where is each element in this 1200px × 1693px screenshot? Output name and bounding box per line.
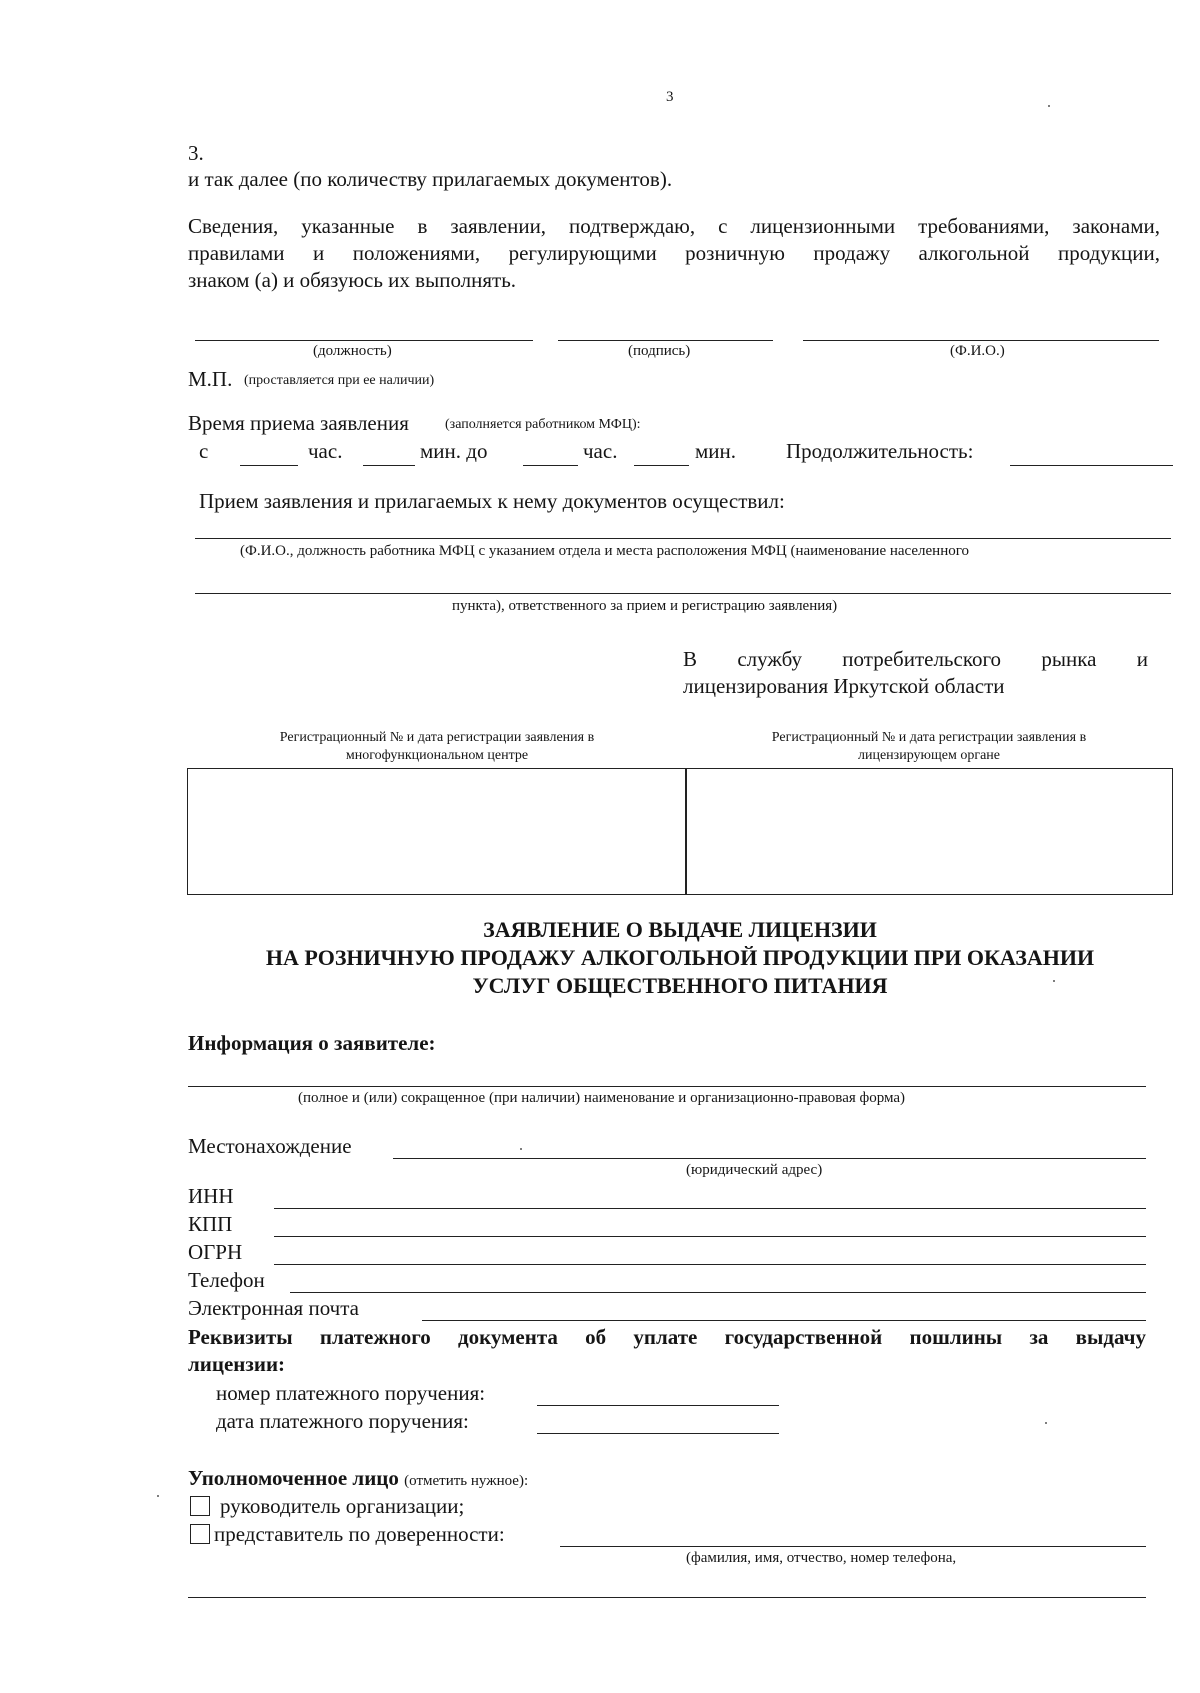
hours-label-2: час.	[583, 439, 618, 463]
position-caption: (должность)	[313, 343, 392, 359]
scan-speck	[520, 1148, 522, 1150]
title-line-3: УСЛУГ ОБЩЕСТВЕННОГО ПИТАНИЯ	[472, 973, 888, 998]
title-line-2: НА РОЗНИЧНУЮ ПРОДАЖУ АЛКОГОЛЬНОЙ ПРОДУКЦИИ ПРИ ОКАЗАНИИ	[265, 945, 1095, 970]
minutes-from-field[interactable]	[363, 465, 415, 466]
registration-mfc-caption	[188, 729, 686, 765]
location-label: Местонахождение	[188, 1134, 352, 1158]
accepted-by-caption-1: (Ф.И.О., должность работника МФЦ с указанием отдела и места расположения МФЦ (наименование населенного	[240, 543, 970, 559]
inn-field[interactable]	[274, 1208, 1146, 1209]
signature-caption: (подпись)	[628, 343, 691, 359]
stamp-note: (проставляется при ее наличии)	[244, 373, 435, 388]
accepted-by-line-1[interactable]	[195, 538, 1171, 539]
scan-speck	[157, 1495, 159, 1497]
duration-label: Продолжительность:	[786, 439, 974, 463]
payment-heading-line-2: лицензии:	[188, 1352, 286, 1376]
fio-caption: (Ф.И.О.)	[950, 343, 1005, 359]
accepted-by-caption-2: пункта), ответственного за прием и регистрацию заявления)	[452, 598, 838, 614]
minutes-label-2: мин.	[695, 439, 737, 463]
option-head-label: руководитель организации;	[220, 1494, 465, 1518]
scan-speck	[1045, 1422, 1047, 1424]
applicant-heading: Информация о заявителе:	[188, 1031, 436, 1055]
ogrn-field[interactable]	[274, 1264, 1146, 1265]
list-continuation: и так далее (по количеству прилагаемых документов).	[188, 167, 673, 191]
authorized-heading	[188, 1465, 528, 1494]
registration-licensing-box[interactable]	[685, 768, 1173, 895]
inn-label: ИНН	[188, 1184, 234, 1208]
addressee-line-1: В службу потребительского рынка и	[683, 647, 1148, 671]
order-number-field[interactable]	[537, 1405, 779, 1406]
confirmation-line-3: знаком (а) и обязуюсь их выполнять.	[188, 268, 517, 292]
fio-line[interactable]	[803, 340, 1159, 341]
confirmation-line-2: правилами и положениями, регулирующими розничную продажу алкогольной продукции,	[188, 241, 1160, 265]
minutes-to-label: мин. до	[420, 439, 488, 463]
registration-mfc-caption-2: многофункциональном центре	[345, 748, 529, 763]
proxy-continuation-field[interactable]	[188, 1597, 1146, 1598]
document-title	[160, 916, 1200, 1000]
accepted-by-label: Прием заявления и прилагаемых к нему документов осуществил:	[199, 489, 785, 513]
applicant-name-caption: (полное и (или) сокращенное (при наличии) наименование и организационно-правовая форма)	[298, 1090, 906, 1106]
payment-heading-line-1: Реквизиты платежного документа об уплате государственной пошлины за выдачу	[188, 1325, 1146, 1349]
ogrn-label: ОГРН	[188, 1240, 243, 1264]
order-date-label: дата платежного поручения:	[216, 1409, 469, 1433]
kpp-label: КПП	[188, 1212, 233, 1236]
signature-line[interactable]	[558, 340, 773, 341]
location-field[interactable]	[393, 1158, 1146, 1159]
scan-speck	[1048, 105, 1050, 107]
email-label: Электронная почта	[188, 1296, 359, 1320]
registration-licensing-caption	[686, 729, 1172, 765]
registration-mfc-box[interactable]	[187, 768, 687, 895]
authorized-heading-text: Уполномоченное лицо	[188, 1466, 399, 1490]
kpp-field[interactable]	[274, 1236, 1146, 1237]
hours-from-field[interactable]	[240, 465, 298, 466]
checkbox-head[interactable]	[190, 1496, 210, 1516]
registration-licensing-caption-2: лицензирующем органе	[858, 748, 1000, 763]
location-caption: (юридический адрес)	[686, 1162, 823, 1178]
time-from-label: с	[199, 439, 209, 463]
registration-licensing-caption-1: Регистрационный № и дата регистрации заявления в	[771, 730, 1087, 745]
addressee-line-2: лицензирования Иркутской области	[683, 674, 1005, 698]
proxy-field[interactable]	[560, 1546, 1146, 1547]
reception-time-label: Время приема заявления	[188, 411, 409, 435]
phone-field[interactable]	[290, 1292, 1146, 1293]
hours-to-field[interactable]	[523, 465, 578, 466]
minutes-to-field[interactable]	[634, 465, 689, 466]
order-date-field[interactable]	[537, 1433, 779, 1434]
proxy-caption: (фамилия, имя, отчество, номер телефона,	[686, 1550, 957, 1566]
list-item-3: 3.	[188, 141, 204, 165]
page-number: 3	[666, 89, 674, 105]
title-line-1: ЗАЯВЛЕНИЕ О ВЫДАЧЕ ЛИЦЕНЗИИ	[483, 917, 877, 942]
accepted-by-line-2[interactable]	[195, 593, 1171, 594]
order-number-label: номер платежного поручения:	[216, 1381, 486, 1405]
registration-mfc-caption-1: Регистрационный № и дата регистрации заявления в	[279, 730, 595, 745]
email-field[interactable]	[422, 1320, 1146, 1321]
confirmation-line-1: Сведения, указанные в заявлении, подтверждаю, с лицензионными требованиями, законами,	[188, 214, 1160, 238]
authorized-heading-note: (отметить нужное):	[404, 1473, 529, 1489]
reception-time-note: (заполняется работником МФЦ):	[445, 417, 641, 432]
scan-speck	[1053, 980, 1055, 982]
position-line[interactable]	[195, 340, 533, 341]
duration-field[interactable]	[1010, 465, 1173, 466]
checkbox-proxy[interactable]	[190, 1524, 210, 1544]
phone-label: Телефон	[188, 1268, 265, 1292]
hours-label-1: час.	[308, 439, 343, 463]
stamp-label: М.П.	[188, 367, 233, 391]
applicant-name-field[interactable]	[188, 1086, 1146, 1087]
option-proxy-label: представитель по доверенности:	[214, 1522, 505, 1546]
